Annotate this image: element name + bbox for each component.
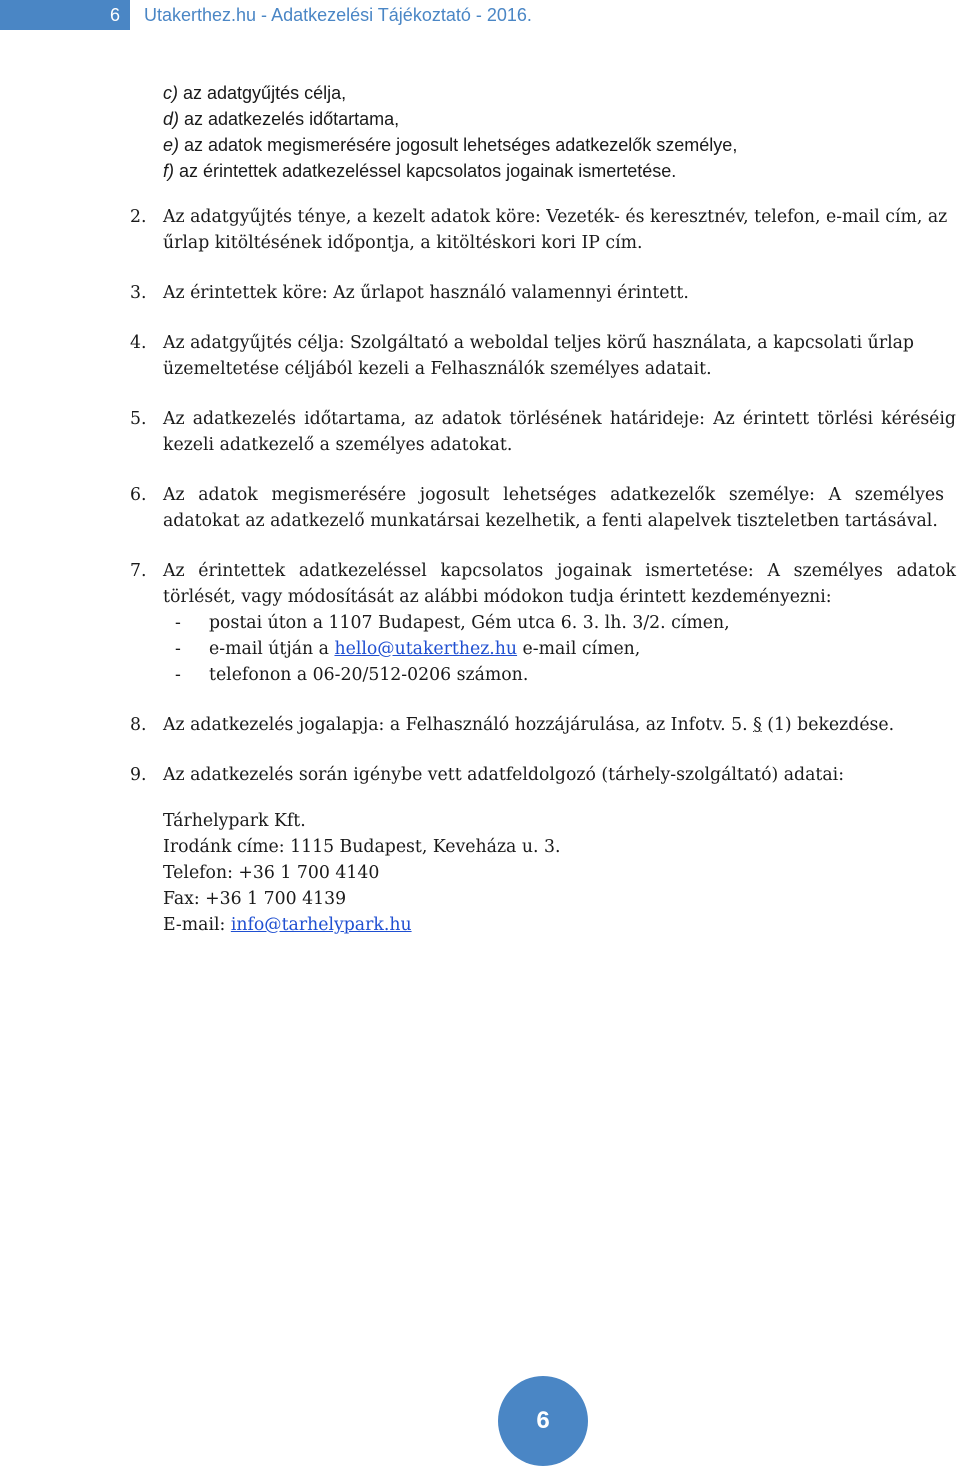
item-text: Az adatgyűjtés ténye, a kezelt adatok köre: Vezeték- és keresztnév, telefon, e-mail cím, az űrlap kitöltésének időpontja, a kitöltéskori kori IP cím. (163, 207, 948, 253)
list-item: e) az adatok megismerésére jogosult lehetséges adatkezelők személye, (163, 135, 738, 155)
list-item-7 (130, 558, 960, 688)
dash-marker: - (175, 639, 181, 659)
sub-list (163, 80, 960, 184)
list-item: d) az adatkezelés időtartama, (163, 109, 400, 129)
item-text: Az adatkezelés jogalapja: a Felhasználó hozzájárulása, az Infotv. 5. § (1) bekezdése. (163, 715, 895, 735)
list-item-9 (130, 762, 960, 788)
list-item-2 (130, 204, 960, 256)
item-number: 7. (130, 561, 147, 581)
list-item-3 (130, 280, 960, 306)
company-name: Tárhelypark Kft. (163, 811, 306, 831)
item-number: 2. (130, 207, 147, 227)
dash-marker: - (175, 665, 181, 685)
item-number: 9. (130, 765, 147, 785)
item-text: Az érintettek adatkezeléssel kapcsolatos jogainak ismertetése: A személyes adatok törlését, vagy módosítását az alábbi módokon tudja érintett kezdeményezni: (163, 561, 956, 607)
email-link-hello[interactable]: hello@utakerthez.hu (334, 639, 518, 659)
item-text: Az adatkezelés során igénybe vett adatfeldolgozó (tárhely-szolgáltató) adatai: (163, 765, 845, 785)
item-number: 8. (130, 715, 147, 735)
phone: Telefon: +36 1 700 4140 (163, 863, 380, 883)
office-address: Irodánk címe: 1115 Budapest, Keveháza u. 3. (163, 837, 561, 857)
dash-marker: - (175, 613, 181, 633)
email-line: e-mail útján a hello@utakerthez.hu e-mail címen, (209, 639, 641, 659)
item-text: Az adatok megismerésére jogosult lehetséges adatkezelők személye: A személyes adatokat az adatkezelő munkatársai kezelhetik, a fenti alapelvek tiszteletben tartásával. (163, 485, 944, 531)
item-text: Az érintettek köre: Az űrlapot használó valamennyi érintett. (163, 283, 689, 303)
header-page-number: 6 (0, 0, 130, 30)
list-item-8 (130, 712, 960, 738)
item-number: 6. (130, 485, 147, 505)
header-title: Utakerthez.hu - Adatkezelési Tájékoztató - 2016. (144, 4, 532, 25)
item-number: 5. (130, 409, 147, 429)
dash-list (163, 610, 956, 688)
list-item-5 (130, 406, 960, 458)
phone-line: telefonon a 06-20/512-0206 számon. (209, 665, 529, 685)
list-item: f) az érintettek adatkezeléssel kapcsolatos jogainak ismertetése. (163, 161, 677, 181)
contact-block (163, 808, 960, 938)
footer-page-number: 6 (498, 1376, 588, 1466)
item-text: Az adatgyűjtés célja: Szolgáltató a weboldal teljes körű használata, a kapcsolati űrlap üzemeltetése céljából kezeli a Felhasználók személyes adatait. (163, 333, 914, 379)
fax: Fax: +36 1 700 4139 (163, 889, 347, 909)
item-number: 3. (130, 283, 147, 303)
email-link-info[interactable]: info@tarhelypark.hu (230, 915, 412, 935)
page-header (0, 0, 960, 30)
list-item: c) az adatgyűjtés célja, (163, 83, 347, 103)
list-item (163, 610, 956, 636)
list-item (163, 636, 956, 662)
section-sign: § (753, 715, 762, 735)
list-item-4 (130, 330, 960, 382)
item-number: 4. (130, 333, 147, 353)
item-content (163, 558, 960, 688)
list-item (163, 662, 956, 688)
email: E-mail: info@tarhelypark.hu (163, 915, 412, 935)
postal-address: postai úton a 1107 Budapest, Gém utca 6. 3. lh. 3/2. címen, (209, 613, 730, 633)
item-text: Az adatkezelés időtartama, az adatok törlésének határideje: Az érintett törlési kéréséig kezeli adatkezelő a személyes adatokat. (163, 409, 956, 455)
list-item-6 (130, 482, 960, 534)
document-body (130, 80, 960, 938)
